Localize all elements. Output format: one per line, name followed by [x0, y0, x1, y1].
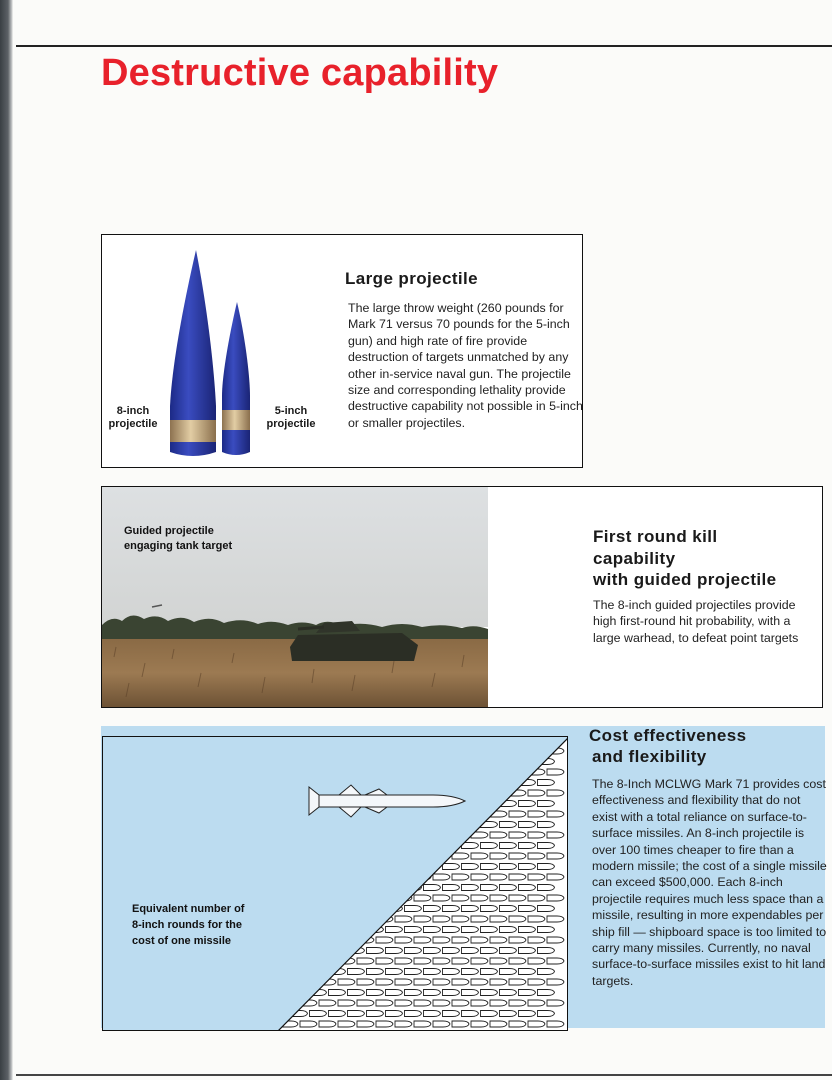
round-icon: [357, 1021, 374, 1027]
round-icon: [338, 1000, 355, 1006]
round-icon: [528, 832, 545, 838]
round-icon: [414, 916, 431, 922]
tank-target-photo: [102, 487, 488, 707]
five-inch-label-line2: projectile: [266, 418, 316, 430]
round-icon: [500, 864, 517, 870]
round-icon: [481, 969, 498, 975]
round-icon: [538, 801, 555, 807]
round-icon: [528, 958, 545, 964]
round-icon: [547, 832, 564, 838]
large-projectile-text: The large throw weight (260 pounds for Mark 71 versus 70 pounds for the 5-inch gun) and high rate of fire provide destruction of targets unmatched by any other in-service naval gun. The projectile size and corresponding lethality provide destructive capability not possible in 5-inch or smaller projectiles.: [348, 301, 583, 430]
round-icon: [538, 1011, 555, 1017]
round-icon: [386, 948, 403, 954]
round-icon: [386, 969, 403, 975]
round-icon: [414, 979, 431, 985]
round-icon: [500, 927, 517, 933]
round-icon: [452, 979, 469, 985]
round-icon: [547, 811, 564, 817]
round-icon: [443, 927, 460, 933]
round-icon: [528, 979, 545, 985]
round-icon: [538, 822, 555, 828]
round-icon: [471, 874, 488, 880]
five-inch-label-line1: 5-inch: [274, 405, 308, 417]
round-icon: [452, 853, 469, 859]
round-icon: [424, 969, 441, 975]
photo-caption: [124, 524, 232, 554]
round-icon: [376, 937, 393, 943]
round-icon: [462, 948, 479, 954]
round-icon: [462, 906, 479, 912]
round-icon: [357, 1000, 374, 1006]
first-round-heading-line1: First round kill: [593, 527, 718, 546]
first-round-heading: [593, 526, 777, 591]
round-icon: [310, 1011, 327, 1017]
cost-heading-line1: Cost effectiveness: [589, 726, 747, 745]
cost-heading-line2: and flexibility: [592, 747, 707, 766]
round-icon: [538, 969, 555, 975]
cost-heading: [589, 725, 746, 767]
round-icon: [471, 958, 488, 964]
round-icon: [481, 906, 498, 912]
round-icon: [547, 874, 564, 880]
round-icon: [509, 853, 526, 859]
round-icon: [500, 843, 517, 849]
round-icon: [547, 1000, 564, 1006]
round-icon: [395, 958, 412, 964]
round-icon: [471, 853, 488, 859]
round-icon: [519, 927, 536, 933]
round-icon: [443, 948, 460, 954]
eight-inch-projectile-icon: [170, 250, 216, 456]
round-icon: [490, 832, 507, 838]
round-icon: [452, 937, 469, 943]
round-icon: [462, 927, 479, 933]
round-icon: [329, 1011, 346, 1017]
round-icon: [519, 906, 536, 912]
round-icon: [481, 948, 498, 954]
round-icon: [424, 906, 441, 912]
round-icon: [528, 853, 545, 859]
round-icon: [490, 958, 507, 964]
round-icon: [490, 916, 507, 922]
round-icon: [509, 874, 526, 880]
round-icon: [509, 916, 526, 922]
round-icon: [509, 832, 526, 838]
round-icon: [405, 969, 422, 975]
round-icon: [424, 885, 441, 891]
round-icon: [500, 1011, 517, 1017]
round-icon: [319, 1000, 336, 1006]
round-icon: [519, 1011, 536, 1017]
round-icon: [481, 1011, 498, 1017]
round-icon: [509, 979, 526, 985]
round-icon: [443, 885, 460, 891]
round-icon: [509, 937, 526, 943]
round-icon: [490, 874, 507, 880]
eight-inch-label: [104, 405, 162, 431]
round-icon: [547, 895, 564, 901]
round-icon: [452, 916, 469, 922]
round-icon: [338, 979, 355, 985]
round-icon: [547, 1021, 564, 1027]
round-icon: [414, 895, 431, 901]
round-icon: [367, 948, 384, 954]
round-icon: [357, 958, 374, 964]
round-icon: [490, 1021, 507, 1027]
diagram-caption-line2: 8-inch rounds for the: [132, 919, 242, 931]
bottom-rule: [16, 1074, 832, 1076]
photo-caption-line1: Guided projectile: [124, 525, 214, 537]
round-icon: [452, 958, 469, 964]
round-icon: [500, 948, 517, 954]
round-icon: [319, 1021, 336, 1027]
round-icon: [538, 990, 555, 996]
round-icon: [414, 937, 431, 943]
round-icon: [424, 948, 441, 954]
round-icon: [395, 1021, 412, 1027]
round-icon: [348, 969, 365, 975]
round-icon: [547, 937, 564, 943]
round-icon: [481, 990, 498, 996]
diagram-caption: [132, 901, 244, 949]
round-icon: [528, 1021, 545, 1027]
round-icon: [414, 1000, 431, 1006]
round-icon: [519, 885, 536, 891]
round-icon: [376, 958, 393, 964]
round-icon: [405, 990, 422, 996]
round-icon: [338, 1021, 355, 1027]
round-icon: [367, 990, 384, 996]
round-icon: [357, 979, 374, 985]
round-icon: [519, 969, 536, 975]
round-icon: [433, 1000, 450, 1006]
round-icon: [348, 1011, 365, 1017]
round-icon: [376, 979, 393, 985]
round-icon: [528, 916, 545, 922]
round-icon: [433, 916, 450, 922]
diagram-caption-line1: Equivalent number of: [132, 903, 245, 915]
round-icon: [519, 801, 536, 807]
round-icon: [519, 948, 536, 954]
round-icon: [329, 990, 346, 996]
rounds-vs-missile-diagram: [102, 736, 568, 1031]
round-icon: [490, 937, 507, 943]
round-icon: [528, 895, 545, 901]
round-icon: [500, 969, 517, 975]
round-icon: [528, 811, 545, 817]
round-icon: [547, 916, 564, 922]
round-icon: [462, 990, 479, 996]
first-round-heading-line3: with guided projectile: [593, 570, 777, 589]
round-icon: [471, 895, 488, 901]
page-binding-edge: [0, 0, 13, 1080]
round-icon: [509, 1000, 526, 1006]
round-icon: [452, 895, 469, 901]
round-icon: [452, 874, 469, 880]
round-icon: [547, 853, 564, 859]
round-icon: [500, 885, 517, 891]
round-icon: [462, 885, 479, 891]
round-icon: [471, 1021, 488, 1027]
round-icon: [433, 979, 450, 985]
round-icon: [519, 990, 536, 996]
round-icon: [386, 1011, 403, 1017]
round-icon: [414, 958, 431, 964]
round-icon: [481, 885, 498, 891]
round-icon: [367, 969, 384, 975]
first-round-heading-line2: capability: [593, 548, 676, 568]
round-icon: [490, 853, 507, 859]
diagram-caption-line3: cost of one missile: [132, 935, 232, 947]
round-icon: [490, 979, 507, 985]
round-icon: [462, 864, 479, 870]
projectiles-illustration: [165, 246, 257, 462]
round-icon: [538, 780, 555, 786]
round-icon: [433, 1021, 450, 1027]
round-icon: [481, 864, 498, 870]
round-icon: [500, 906, 517, 912]
round-icon: [547, 790, 564, 796]
five-inch-projectile-icon: [222, 302, 250, 455]
round-icon: [528, 1000, 545, 1006]
round-icon: [528, 937, 545, 943]
round-icon: [348, 990, 365, 996]
round-icon: [538, 906, 555, 912]
round-icon: [395, 979, 412, 985]
round-icon: [538, 948, 555, 954]
round-icon: [443, 969, 460, 975]
round-icon: [405, 1011, 422, 1017]
round-icon: [367, 1011, 384, 1017]
photo-caption-line2: engaging tank target: [124, 540, 233, 552]
round-icon: [528, 874, 545, 880]
round-icon: [547, 769, 564, 775]
round-icon: [424, 927, 441, 933]
round-icon: [490, 1000, 507, 1006]
round-icon: [433, 895, 450, 901]
round-icon: [405, 906, 422, 912]
page-title: Destructive capability: [101, 52, 499, 94]
round-icon: [490, 895, 507, 901]
cost-text: The 8-Inch MCLWG Mark 71 provides cost effectiveness and flexibility that do not exist with a total reliance on surface-to-surface missiles. An 8-inch projectile is over 100 times cheaper to fire than a modern missile; the cost of a single missile can exceed $500,000. Each 8-inch projectile requires much less space than a missile, resulting in more expendables per ship fill — shipboard space is too limited to carry many missiles. Currently, no naval surface-to-surface missiles exist to hit land targets.: [592, 777, 827, 988]
round-icon: [443, 864, 460, 870]
round-icon: [433, 958, 450, 964]
round-icon: [519, 822, 536, 828]
round-icon: [538, 864, 555, 870]
round-icon: [424, 1011, 441, 1017]
round-icon: [528, 790, 545, 796]
round-icon: [424, 990, 441, 996]
round-icon: [538, 927, 555, 933]
round-icon: [538, 885, 555, 891]
round-icon: [452, 1021, 469, 1027]
eight-inch-label-line2: projectile: [108, 418, 158, 430]
round-icon: [509, 895, 526, 901]
round-icon: [395, 937, 412, 943]
first-round-text: The 8-inch guided projectiles provide high first-round hit probability, with a large warhead, to defeat point targets: [593, 598, 799, 645]
round-icon: [547, 979, 564, 985]
round-icon: [300, 1021, 317, 1027]
eight-inch-label-line1: 8-inch: [116, 405, 150, 417]
top-rule: [16, 45, 832, 47]
round-icon: [386, 927, 403, 933]
round-icon: [395, 916, 412, 922]
round-icon: [376, 1000, 393, 1006]
round-icon: [509, 958, 526, 964]
five-inch-label: [262, 405, 320, 431]
large-projectile-heading: Large projectile: [345, 269, 478, 288]
round-icon: [509, 1021, 526, 1027]
round-icon: [405, 948, 422, 954]
round-icon: [500, 822, 517, 828]
round-icon: [471, 937, 488, 943]
round-icon: [452, 1000, 469, 1006]
round-icon: [471, 1000, 488, 1006]
round-icon: [481, 843, 498, 849]
round-icon: [386, 990, 403, 996]
round-icon: [443, 990, 460, 996]
round-icon: [519, 864, 536, 870]
round-icon: [376, 1021, 393, 1027]
round-icon: [481, 927, 498, 933]
round-icon: [500, 990, 517, 996]
round-icon: [443, 906, 460, 912]
round-icon: [433, 937, 450, 943]
round-icon: [462, 1011, 479, 1017]
round-icon: [414, 1021, 431, 1027]
round-icon: [471, 979, 488, 985]
round-icon: [433, 874, 450, 880]
round-icon: [443, 1011, 460, 1017]
round-icon: [538, 843, 555, 849]
round-icon: [395, 1000, 412, 1006]
round-icon: [405, 927, 422, 933]
round-icon: [471, 916, 488, 922]
round-icon: [509, 811, 526, 817]
round-icon: [547, 958, 564, 964]
round-icon: [519, 843, 536, 849]
round-icon: [462, 969, 479, 975]
